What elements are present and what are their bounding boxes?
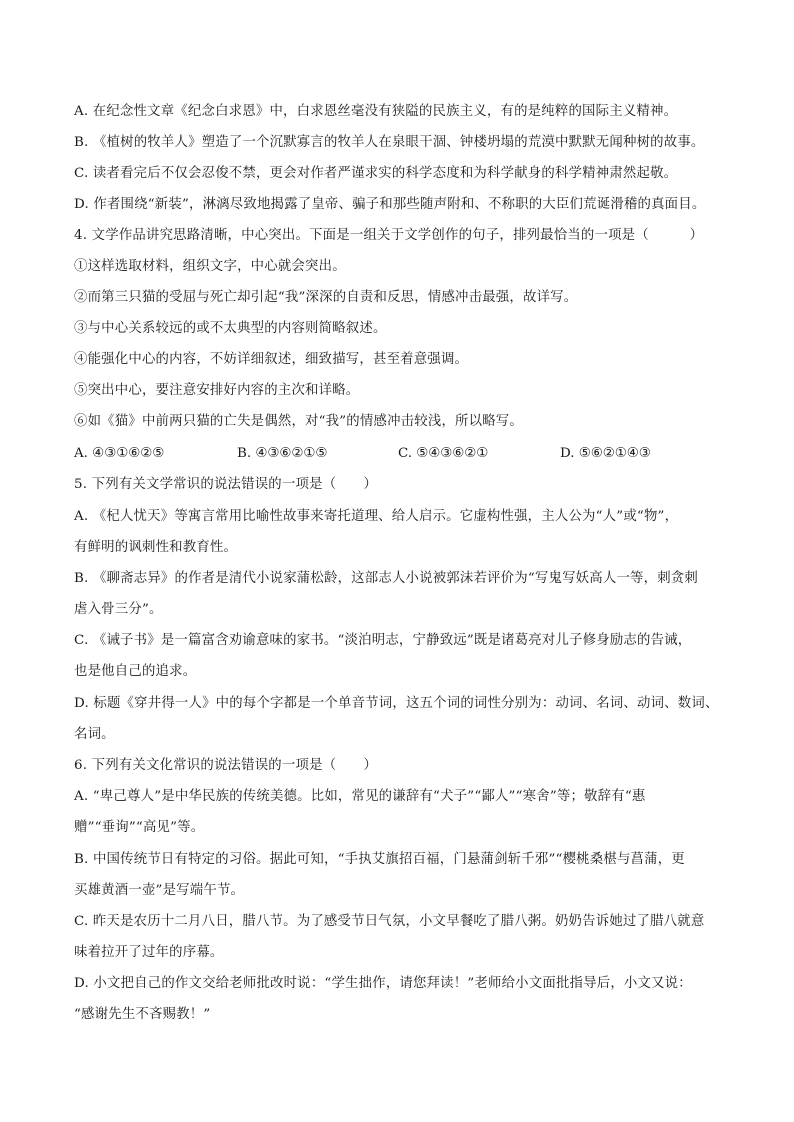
q5-line-5: C. 《诫子书》是一篇富含劝谕意味的家书。“淡泊明志，宁静致远”既是诸葛亮对儿子修身励志的告诫， [74, 633, 692, 648]
q5-stem: 5. 下列有关文学常识的说法错误的一项是（ ） [74, 477, 378, 492]
q5-line-8: 名词。 [74, 727, 115, 742]
q6-line-5: C. 昨天是农历十二月八日，腊八节。为了感受节日气氛，小文早餐吃了腊八粥。奶奶告诉她过了腊八就意 [74, 914, 705, 929]
q4-sentence-6: ⑥如《猫》中前两只猫的亡失是偶然，对“我”的情感冲击较浅，所以略写。 [74, 414, 523, 429]
q4-option-d: D. ⑤⑥②①④③ [560, 446, 651, 461]
q4-sentence-3: ③与中心关系较远的或不太典型的内容则简略叙述。 [74, 321, 387, 336]
q4-sentence-1: ①这样选取材料，组织文字，中心就会突出。 [74, 259, 346, 274]
q4-option-b: B. ④③⑥②①⑤ [237, 446, 328, 461]
q6-line-7: D. 小文把自己的作文交给老师批改时说：“学生拙作，请您拜读！”老师给小文面批指导后，小文又说： [74, 976, 692, 991]
q5-line-1: A. 《杞人忧天》等寓言常用比喻性故事来寄托道理、给人启示。它虚构性强，主人公为“人”或“物”， [74, 509, 679, 524]
q4-sentence-2: ②而第三只猫的受屈与死亡却引起“我”深深的自责和反思，情感冲击最强，故详写。 [74, 290, 578, 305]
q5-line-2: 有鲜明的讽刺性和教育性。 [74, 540, 238, 555]
q5-line-4: 虐入骨三分”。 [74, 602, 163, 617]
q3-option-c: C. 读者看完后不仅会忍俊不禁，更会对作者严谨求实的科学态度和为科学献身的科学精神肃然起敬。 [74, 166, 678, 181]
q3-option-d: D. 作者围绕“新装”，淋漓尽致地揭露了皇帝、骗子和那些随声附和、不称职的大臣们荒诞滑稽的真面目。 [74, 197, 706, 212]
q6-line-2: 赠”“垂询”“高见”等。 [74, 820, 205, 835]
q5-line-3: B. 《聊斋志异》的作者是清代小说家蒲松龄，这部志人小说被郭沫若评价为“写鬼写妖高人一等，刺贪刺 [74, 571, 698, 586]
q3-option-b: B. 《植树的牧羊人》塑造了一个沉默寡言的牧羊人在泉眼干涸、钟楼坍塌的荒漠中默默无闻种树的故事。 [74, 135, 705, 150]
q4-option-a: A. ④③①⑥②⑤ [74, 446, 165, 461]
q3-option-a: A. 在纪念性文章《纪念白求恩》中，白求恩丝毫没有狭隘的民族主义，有的是纯粹的国际主义精神。 [74, 104, 678, 119]
q4-option-c: C. ⑤④③⑥②① [398, 446, 489, 461]
q5-line-7: D. 标题《穿井得一人》中的每个字都是一个单音节词，这五个词的词性分别为：动词、名词、动词、数词、 [74, 696, 719, 711]
q6-line-8: “感谢先生不吝赐教！” [74, 1007, 211, 1022]
q6-line-6: 味着拉开了过年的序幕。 [74, 945, 224, 960]
q6-line-4: 买雄黄酒一壶”是写端午节。 [74, 883, 245, 898]
q4-stem: 4. 文学作品讲究思路清晰，中心突出。下面是一组关于文学创作的句子，排列最恰当的一项是（ ） [74, 228, 704, 243]
q4-sentence-5: ⑤突出中心，要注意安排好内容的主次和详略。 [74, 383, 360, 398]
q4-sentence-4: ④能强化中心的内容，不妨详细叙述，细致描写，甚至着意强调。 [74, 352, 469, 367]
q6-line-3: B. 中国传统节日有特定的习俗。据此可知，“手执艾旗招百福，门悬蒲剑斩千邪”“樱桃桑椹与菖蒲，更 [74, 852, 685, 867]
q6-line-1: A. “卑己尊人”是中华民族的传统美德。比如，常见的谦辞有“犬子”“鄙人”“寒舍”等；敬辞有“惠 [74, 789, 646, 804]
q6-stem: 6. 下列有关文化常识的说法错误的一项是（ ） [74, 758, 378, 773]
q5-line-6: 也是他自己的追求。 [74, 664, 197, 679]
